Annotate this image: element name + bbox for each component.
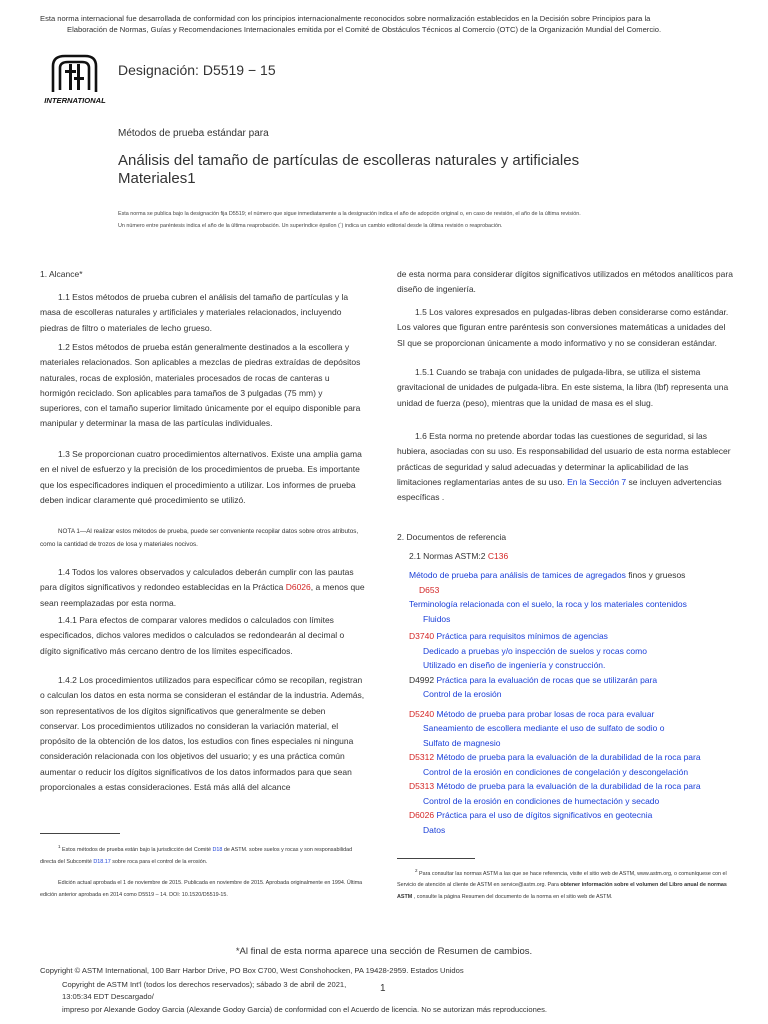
fn2-text-c: , consulte la página Resumen del documento de la norma en el sitio web de ASTM. — [412, 893, 613, 900]
para-1-3: 1.3 Se proporcionan cuatro procedimientos alternativos. Existe una amplia gama en el nivel de esfuerzo y la precisión de los procedimientos de prueba. Es importante que los especificadores indiquen el procedimiento a utilizar. Los informes de prueba deben indicar claramente qué procedimiento se utilizó. — [40, 449, 362, 505]
ref-d5240-cont2: Sulfato de magnesio — [423, 737, 501, 748]
ref-d3740-cont2: Utilizado en diseño de ingeniería y construcción. — [423, 660, 606, 670]
ref-d4992-text: Práctica para la evaluación de rocas que se utilizarán para — [436, 674, 658, 685]
license-line-3: impreso por Alexande Godoy Garcia (Alexande Godoy Garcia) de conformidad con el Acuerdo de licencia. No se autorizan más reproducciones. — [62, 1005, 547, 1014]
ref-d5313-text: Método de prueba para la evaluación de la durabilidad de la roca para — [436, 781, 701, 791]
title-line-1: Análisis del tamaño de partículas de escolleras naturales y artificiales — [118, 152, 580, 169]
ref-c136-tail: finos y gruesos — [625, 570, 686, 580]
notice-line-2: Elaboración de Normas, Guías y Recomendaciones Internacionales emitida por el Comité de Obstáculos Técnicos al Comercio (OTC) de la Organización Mundial del Comercio. — [67, 25, 662, 34]
ref-d5313-cont: Control de la erosión en condiciones de humectación y secado — [423, 795, 660, 806]
footnote-divider-left — [40, 833, 120, 834]
para-1-4-text-b: , a menos que sean reemplazadas por esta norma. — [40, 582, 365, 608]
ref-d653-title[interactable] — [409, 597, 739, 626]
page-number: 1 — [380, 983, 386, 994]
footnote-2 — [397, 865, 733, 903]
footnote-1 — [40, 841, 365, 868]
d6026-link[interactable]: D6026 — [285, 582, 311, 593]
ref-d3740-text: Práctica para requisitos mínimos de agencias — [436, 631, 608, 641]
fn2-text-a: Para consultar las normas ASTM a las que se hace referencia, visite el sitio web de ASTM, www.astm.org, o comuníquese con el Servicio de atención al cliente de ASTM en service@astm.org. Para — [397, 870, 727, 889]
para-1-5: 1.5 Los valores expresados en pulgadas-libras deben considerarse como estándar. Los valores que figuran entre paréntesis son conversiones matemáticas a unidades del SI que se proporcionan únicamente a modo informativo y no se consideran estándar. — [397, 307, 729, 348]
d18-link[interactable]: D18 — [212, 846, 223, 853]
summary-changes-note: *Al final de esta norma aparece una sección de Resumen de cambios. — [235, 946, 533, 957]
ref-d6026[interactable] — [409, 808, 739, 837]
ref-d5313[interactable] — [409, 779, 739, 808]
para-1-4-1: 1.4.1 Para efectos de comparar valores medidos o calculados con límites especificados, dichos valores medidos o calculados se redondearán al decimal o dígito significativo más cercano dentro de los límites especificados. — [40, 615, 345, 656]
ref-d653-code: D653 — [419, 584, 440, 595]
ref-c136[interactable] — [409, 568, 739, 583]
edition-note: Edición actual aprobada el 1 de noviembre de 2015. Publicada en noviembre de 2015. Aprobada originalmente en 1994. Última edición anterior aprobada en 2014 como D5519 – 14. DOI: 10.1520/D5519-15. — [40, 880, 363, 898]
ref-d653-text: Terminología relacionada con el suelo, la roca y los materiales contenidos — [409, 599, 687, 609]
ref-c136-title: Método de prueba para análisis de tamices de agregados — [409, 570, 626, 580]
ref-d3740[interactable] — [409, 629, 739, 673]
references-heading: 2. Documentos de referencia — [397, 532, 507, 542]
ref-d5312[interactable] — [409, 750, 739, 779]
fn1-text-b: de ASTM. sobre suelos y rocas y son responsabilidad directa del Subcomité — [40, 846, 353, 865]
footnote-divider-right — [397, 858, 475, 859]
astm-standards-label: 2.1 Normas ASTM:2 — [409, 551, 488, 561]
para-1-4-2: 1.4.2 Los procedimientos utilizados para especificar cómo se recopilan, registran o calculan los datos en esta norma se consideran el estándar de la industria. Además, son representativos de los dígitos significativos que generalmente se deben conservar. Los procedimientos utilizados no consideran la variación material, el propósito de la obtención de los datos, los estudios con fines especiales ni ninguna consideración relacionada con los objetivos del usuario; y es una práctica común aumentar o reducir los dígitos significativos de los datos informados para que sean proporcionales a estas consideraciones. Está más allá del alcance — [40, 675, 365, 793]
ref-d5312-cont: Control de la erosión en condiciones de congelación y descongelación — [423, 766, 689, 777]
para-1-1: 1.1 Estos métodos de prueba cubren el análisis del tamaño de partículas y la masa de escolleras naturales y artificiales y materiales relacionados, incluyendo piedras de filtro o materiales de lecho grueso. — [40, 292, 349, 333]
scope-heading: 1. Alcance* — [40, 269, 83, 279]
ref-d4992[interactable] — [409, 673, 739, 702]
ref-d5312-text: Método de prueba para la evaluación de la durabilidad de la roca para — [436, 752, 701, 762]
top-notice — [40, 13, 740, 35]
fn2-text-b: obtener información sobre el volumen del Libro anual de normas ASTM — [397, 882, 727, 900]
ref-d4992-code: D4992 — [409, 674, 435, 685]
d18-17-link[interactable]: D18.17 — [93, 858, 111, 865]
para-1-5-1: 1.5.1 Cuando se trabaja con unidades de pulgada-libra, se utiliza el sistema gravitacional de unidades de pulgada-libra. En este sistema, la libra (lbf) representa una unidad de fuerza (peso), mientras que la unidad de masa es el slug. — [397, 367, 729, 408]
footnote-1-marker: 1 — [58, 844, 61, 849]
ref-d653-cont: Fluidos — [423, 613, 451, 624]
para-1-4-text-a: 1.4 Todos los valores observados y calculados deberán cumplir con las pautas para dígitos significativos y redondeo establecidas en la Práctica — [40, 567, 354, 593]
title-line-2: Materiales1 — [118, 170, 196, 187]
copyright-line: Copyright © ASTM International, 100 Barr Harbor Drive, PO Box C700, West Conshohocken, PA 19428-2959. Estados Unidos — [40, 966, 464, 975]
astm-logo — [38, 48, 112, 108]
document-title — [118, 152, 638, 188]
footnote-2-marker: 2 — [415, 868, 418, 873]
ref-d4992-cont: Control de la erosión — [423, 689, 502, 699]
para-1-4 — [40, 565, 365, 611]
ref-d653[interactable] — [409, 583, 739, 598]
standard-for: Métodos de prueba estándar para — [118, 128, 269, 139]
ref-d5240-cont: Saneamiento de escollera mediante el uso de sulfato de sodio o — [423, 723, 665, 733]
para-1-6-text-a: 1.6 Esta norma no pretende abordar todas las cuestiones de seguridad, si las hubiera, asociadas con su uso. Es responsabilidad del usuario de esta norma establecer prácticas de seguridad y salud adecuadas y determinar la aplicabilidad de las limitaciones reglamentarias antes de su uso. — [397, 431, 731, 487]
pubnote-line-2: Un número entre paréntesis indica el año de la última reaprobación. Un superíndice épsilon (´) indica un cambio editorial desde la última revisión o reaprobación. — [118, 223, 503, 229]
ref-d3740-code: D3740 — [409, 631, 435, 641]
note-1: NOTA 1—Al realizar estos métodos de prueba, puede ser conveniente recopilar datos sobre otros atributos, como la cantidad de trozos de losa y materiales nocivos. — [40, 528, 359, 548]
ref-d5240[interactable] — [409, 707, 739, 751]
ref-d5313-code: D5313 — [409, 781, 435, 791]
publication-note — [118, 208, 678, 232]
astm-standards-line — [397, 549, 745, 564]
license-line-1: Copyright de ASTM Int'l (todos los derechos reservados); sábado 3 de abril de 2021, — [62, 980, 347, 989]
para-1-6-text-b: se incluyen advertencias específicas . — [397, 476, 722, 503]
ref-d5312-code: D5312 — [409, 752, 435, 762]
fn1-text-a: Estos métodos de prueba están bajo la jurisdicción del Comité — [62, 846, 213, 853]
notice-line-1: Esta norma internacional fue desarrollada de conformidad con los principios internacionalmente reconocidos sobre normalización establecidos en la Decisión sobre Principios para la — [40, 14, 651, 23]
pubnote-line-1: Esta norma se publica bajo la designación fija D5519; el número que sigue inmediatamente a la designación indica el año de adopción original o, en caso de revisión, el año de la última revisión. — [118, 211, 581, 217]
para-continued: de esta norma para considerar dígitos significativos utilizados en métodos analíticos para diseño de ingeniería. — [397, 269, 733, 295]
ref-d5240-code: D5240 — [409, 708, 435, 719]
astm-logo-icon — [38, 48, 112, 108]
references-list — [409, 568, 739, 837]
ref-d6026-cont: Datos — [423, 824, 446, 835]
ref-d6026-text: Práctica para el uso de dígitos significativos en geotecnia — [436, 810, 653, 820]
para-1-2: 1.2 Estos métodos de prueba están generalmente destinados a la escollera y materiales relacionados. Son aplicables a mezclas de piedras extraídas de depósitos naturales, rocas de explosión, materiales procesados de rocas de canteras u hormigón reciclado. Son aplicables para tamaños de 3 pulgadas (75 mm) y superiores, con el tamaño superior limitado únicamente por el equipo disponible para manipular y determinar la masa de las partículas individuales. — [40, 342, 361, 429]
ref-d6026-code: D6026 — [409, 810, 435, 820]
designation: Designación: D5519 − 15 — [118, 62, 276, 78]
ref-d5240-text: Método de prueba para probar losas de roca para evaluar — [436, 708, 655, 719]
c136-link[interactable]: C136 — [487, 551, 509, 561]
ref-d3740-cont: Dedicado a pruebas y/o inspección de suelos y rocas como — [423, 645, 647, 656]
section-7-link[interactable]: En la Sección 7 — [567, 476, 627, 487]
fn1-text-c: sobre roca para el control de la erosión. — [110, 858, 208, 865]
logo-text: INTERNATIONAL — [44, 96, 106, 105]
para-1-6 — [397, 429, 733, 505]
license-line-2: 13:05:34 EDT Descargado/ — [62, 992, 154, 1001]
